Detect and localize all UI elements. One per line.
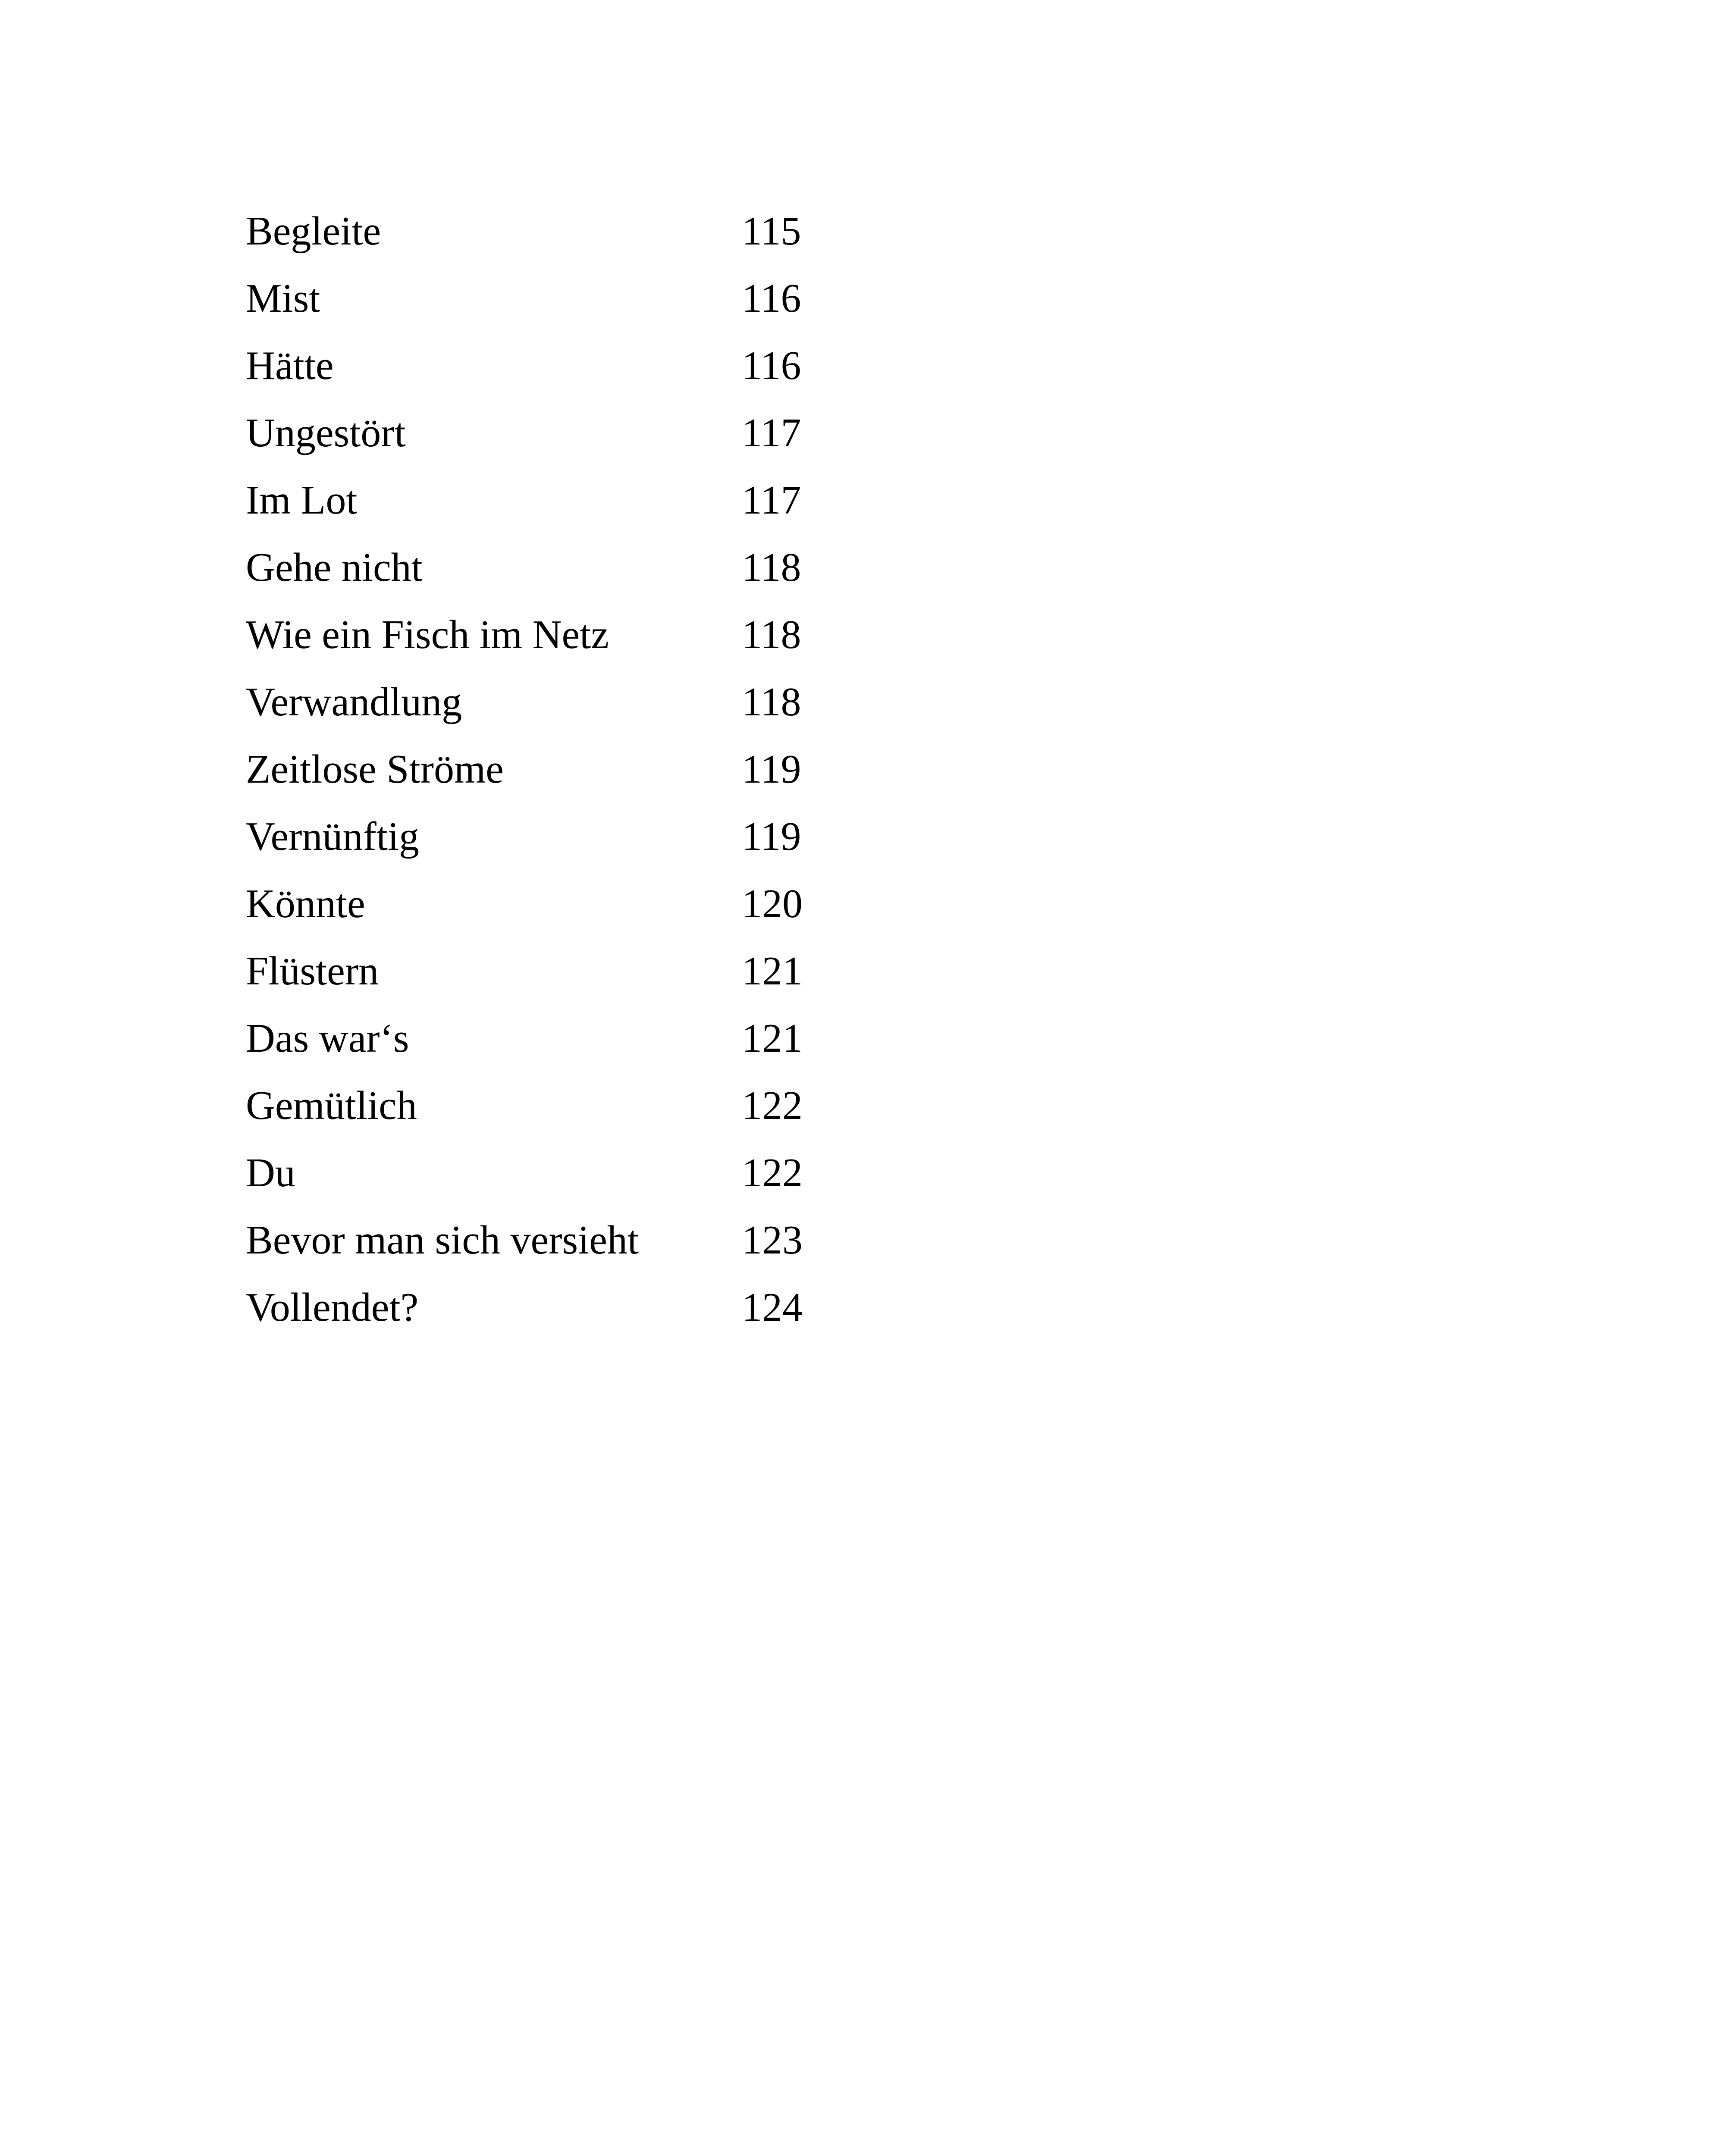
toc-entry <box>246 1072 893 1139</box>
toc-entry <box>246 197 893 265</box>
toc-entry <box>246 1005 893 1072</box>
toc-entry-page-number: 122 <box>742 1083 803 1128</box>
toc-entry-page-number: 120 <box>742 881 803 926</box>
toc-entry-page-number: 117 <box>742 478 801 523</box>
toc-entry <box>246 870 893 937</box>
toc-entry <box>246 1206 893 1274</box>
toc-entry-page-number: 118 <box>742 680 801 724</box>
toc-entry-title: Gemütlich <box>246 1083 417 1128</box>
toc-entry-page-number: 118 <box>742 545 801 590</box>
toc-entry <box>246 265 893 332</box>
toc-entry-title: Vollendet? <box>246 1285 419 1330</box>
toc-entry-page-number: 121 <box>742 949 803 993</box>
toc-entry <box>246 1274 893 1341</box>
toc-entry <box>246 601 893 668</box>
toc-entry-title: Du <box>246 1150 295 1195</box>
toc-entry-page-number: 115 <box>742 209 801 254</box>
toc-entry-title: Im Lot <box>246 478 358 523</box>
toc-entry <box>246 399 893 467</box>
toc-entry-page-number: 122 <box>742 1150 803 1195</box>
toc-entry-title: Bevor man sich versieht <box>246 1218 639 1263</box>
toc-entry <box>246 467 893 534</box>
toc-entry <box>246 1139 893 1206</box>
toc-entry-page-number: 116 <box>742 276 801 321</box>
toc-entry-page-number: 123 <box>742 1218 803 1263</box>
toc-entry-title: Vernünftig <box>246 814 420 859</box>
toc-entry-page-number: 119 <box>742 814 801 859</box>
toc-entry-page-number: 124 <box>742 1285 803 1330</box>
toc-entry-title: Flüstern <box>246 949 379 993</box>
toc-entry-title: Gehe nicht <box>246 545 423 590</box>
toc-entry-title: Hätte <box>246 343 334 388</box>
toc-entry-title: Begleite <box>246 209 381 254</box>
toc-entry-title: Wie ein Fisch im Netz <box>246 612 609 657</box>
toc-entry-title: Könnte <box>246 881 365 926</box>
toc-entry <box>246 332 893 399</box>
toc-entry-title: Zeitlose Ströme <box>246 747 504 792</box>
toc-entry-page-number: 118 <box>742 612 801 657</box>
toc-entry <box>246 668 893 736</box>
toc-entry <box>246 803 893 870</box>
toc-entry-page-number: 121 <box>742 1016 803 1061</box>
toc-entry-title: Ungestört <box>246 411 406 455</box>
table-of-contents <box>246 197 893 1341</box>
toc-entry-title: Verwandlung <box>246 680 462 724</box>
toc-entry-title: Das war‘s <box>246 1016 409 1061</box>
toc-entry-page-number: 119 <box>742 747 801 792</box>
toc-entry <box>246 736 893 803</box>
toc-entry <box>246 937 893 1005</box>
toc-entry-page-number: 117 <box>742 411 801 455</box>
toc-entry <box>246 534 893 601</box>
toc-entry-title: Mist <box>246 276 320 321</box>
toc-entry-page-number: 116 <box>742 343 801 388</box>
